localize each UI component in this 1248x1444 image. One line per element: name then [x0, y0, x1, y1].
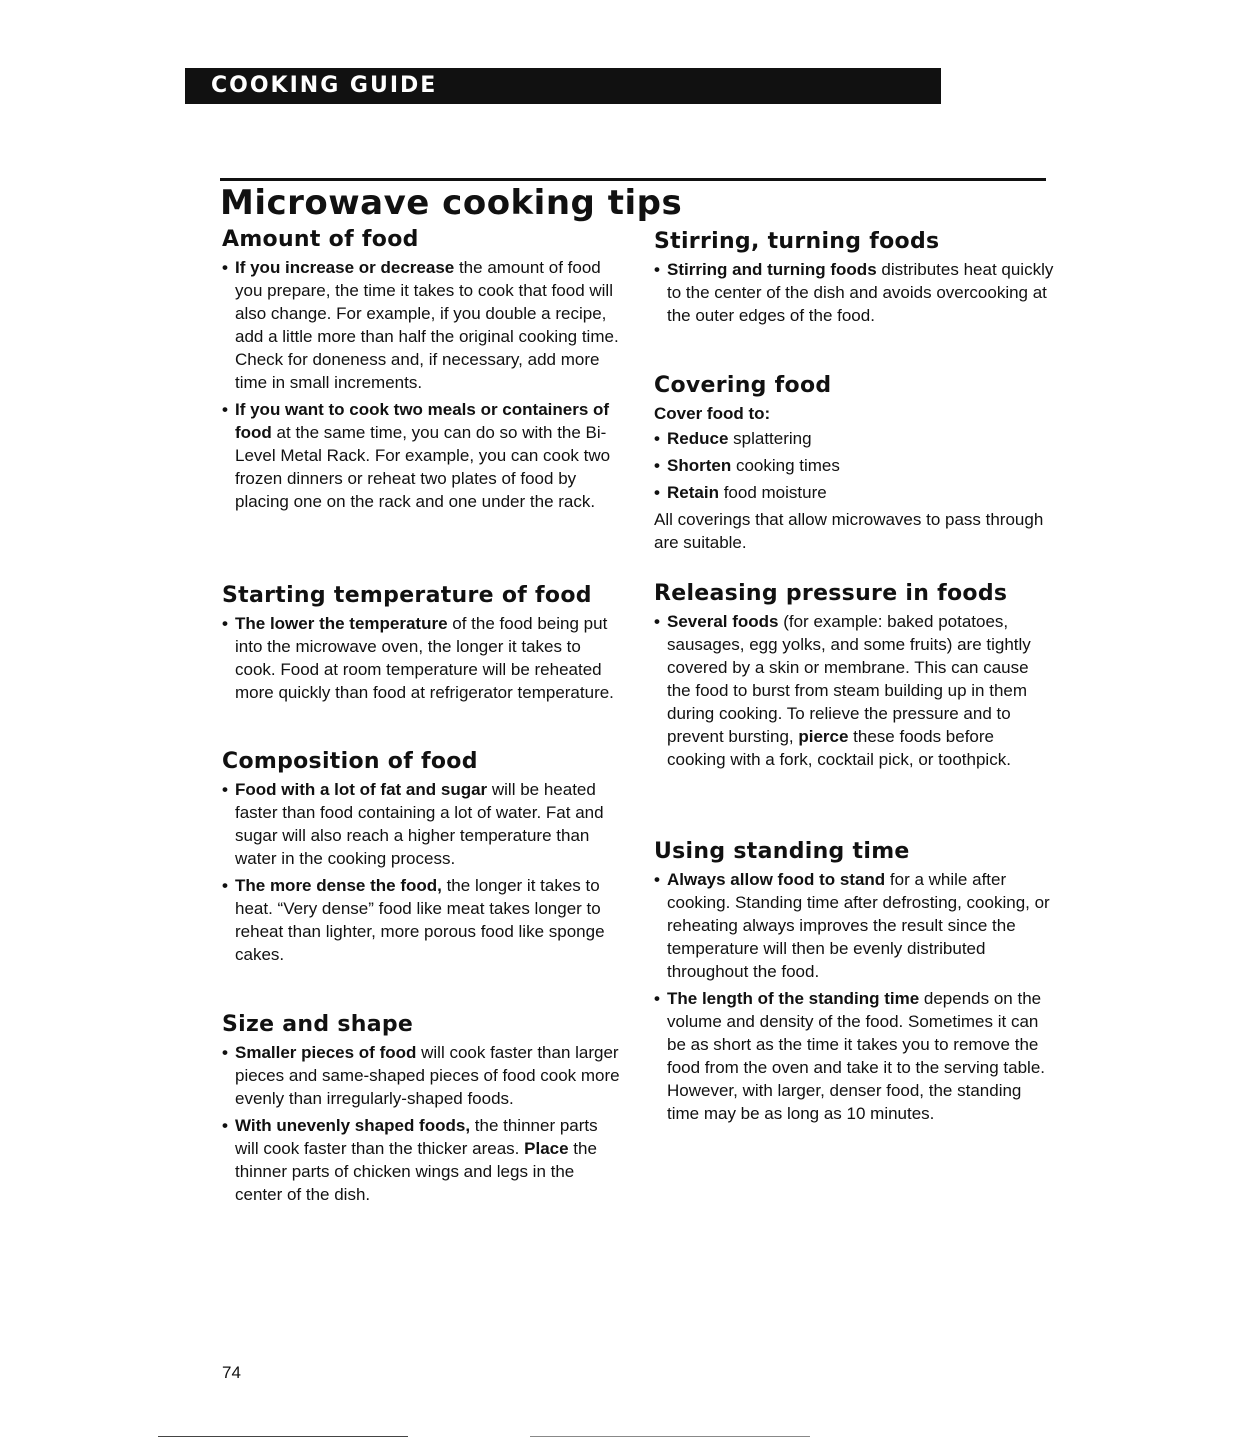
list-item	[222, 398, 622, 513]
bullet-list	[654, 610, 1054, 771]
bold-lead: Reduce	[667, 429, 729, 448]
subheading: Cover food to:	[654, 404, 771, 423]
list-item	[222, 256, 622, 394]
bold-lead: Retain	[667, 483, 719, 502]
item-text: the thinner parts will cook faster than the thicker areas.	[235, 1116, 598, 1158]
list-item	[222, 1114, 622, 1206]
bold-lead: Shorten	[667, 456, 732, 475]
item-text: these foods before cooking with a fork, cocktail pick, or toothpick.	[667, 727, 1011, 769]
list-item	[654, 427, 1054, 450]
section-heading: Using standing time	[654, 839, 910, 864]
bold-word: Place	[524, 1139, 569, 1158]
bold-lead: The lower the temperature	[235, 614, 448, 633]
section-heading: Amount of food	[222, 227, 419, 252]
item-text: splattering	[728, 429, 812, 448]
section-heading: Covering food	[654, 373, 832, 398]
bold-lead: The more dense the food,	[235, 876, 442, 895]
banner-text: COOKING GUIDE	[211, 73, 438, 98]
list-item	[654, 481, 1054, 504]
section-starting-temperature	[222, 582, 622, 708]
bold-lead: If you increase or decrease	[235, 258, 455, 277]
list-item	[654, 454, 1054, 477]
item-text: depends on the volume and density of the food. Sometimes it can be as short as the time it takes you to remove the food from the oven and take it to the serving table. However, with larger, denser food, the standing time may be as long as 10 minutes.	[667, 989, 1046, 1123]
note-text: All coverings that allow microwaves to pass through are suitable.	[654, 510, 1044, 552]
bold-lead: Smaller pieces of food	[235, 1043, 417, 1062]
bold-lead: Food with a lot of fat and sugar	[235, 780, 488, 799]
bold-lead: Stirring and turning foods	[667, 260, 877, 279]
bullet-list	[654, 868, 1054, 1125]
list-item	[222, 874, 622, 966]
bold-lead: If you want to cook two meals or containers of food	[235, 400, 610, 442]
page-number: 74	[222, 1363, 241, 1382]
item-text: at the same time, you can do so with the Bi-Level Metal Rack. For example, you can cook two frozen dinners or reheat two plates of food by placing one on the rack and one under the rack.	[235, 423, 611, 511]
bold-lead: Several foods	[667, 612, 779, 631]
footer-rule	[530, 1436, 810, 1437]
list-item	[222, 778, 622, 870]
item-text: will be heated faster than food containing a lot of water. Fat and sugar will also reach a higher temperature than water in the cooking process.	[235, 780, 604, 868]
section-heading: Composition of food	[222, 749, 478, 774]
section-covering-food	[654, 372, 1054, 554]
item-text: the thinner parts of chicken wings and legs in the center of the dish.	[235, 1139, 597, 1204]
section-amount-of-food	[222, 226, 622, 517]
list-item	[654, 610, 1054, 771]
bullet-list	[222, 1041, 622, 1206]
item-text: the longer it takes to heat. “Very dense” food like meat takes longer to reheat than lighter, more porous food like sponge cakes.	[235, 876, 605, 964]
section-standing-time	[654, 838, 1054, 1129]
item-text: (for example: baked potatoes, sausages, egg yolks, and some fruits) are tightly covered by a skin or membrane. This can cause the food to burst from steam building up in them during cooking. To relieve the pressure and to prevent bursting,	[667, 612, 1031, 746]
list-item	[222, 1041, 622, 1110]
item-text: cooking times	[731, 456, 840, 475]
item-text: the amount of food you prepare, the time it takes to cook that food will also change. For example, if you double a recipe, add a little more than half the original cooking time. Check for doneness and, if necessary, add more time in small increments.	[235, 258, 619, 392]
section-size-and-shape	[222, 1011, 622, 1210]
item-text: food moisture	[718, 483, 827, 502]
section-heading: Starting temperature of food	[222, 583, 592, 608]
item-text: of the food being put into the microwave oven, the longer it takes to cook. Food at room temperature will be reheated more quickly than food at refrigerator temperature.	[235, 614, 614, 702]
list-item	[654, 258, 1054, 327]
section-heading: Releasing pressure in foods	[654, 581, 1008, 606]
section-banner	[185, 68, 941, 104]
section-heading: Size and shape	[222, 1012, 414, 1037]
bold-lead: Always allow food to stand	[667, 870, 886, 889]
bullet-list	[222, 256, 622, 513]
item-text: for a while after cooking. Standing time after defrosting, cooking, or reheating always improves the result since the temperature will then be evenly distributed throughout the food.	[667, 870, 1050, 981]
item-text: will cook faster than larger pieces and same-shaped pieces of food cook more evenly than irregularly-shaped foods.	[235, 1043, 620, 1108]
list-item	[222, 612, 622, 704]
list-item	[654, 868, 1054, 983]
item-text: distributes heat quickly to the center of the dish and avoids overcooking at the outer edges of the food.	[667, 260, 1054, 325]
section-composition-of-food	[222, 748, 622, 970]
bullet-list	[654, 427, 1054, 504]
page-title: Microwave cooking tips	[220, 183, 683, 223]
bold-lead: With unevenly shaped foods,	[235, 1116, 471, 1135]
section-heading: Stirring, turning foods	[654, 229, 940, 254]
section-stirring-turning	[654, 228, 1054, 331]
footer-rule	[158, 1436, 408, 1437]
section-releasing-pressure	[654, 580, 1054, 775]
bold-word: pierce	[798, 727, 849, 746]
bullet-list	[654, 258, 1054, 327]
bold-lead: The length of the standing time	[667, 989, 920, 1008]
list-item	[654, 987, 1054, 1125]
bullet-list	[222, 612, 622, 704]
bullet-list	[222, 778, 622, 966]
